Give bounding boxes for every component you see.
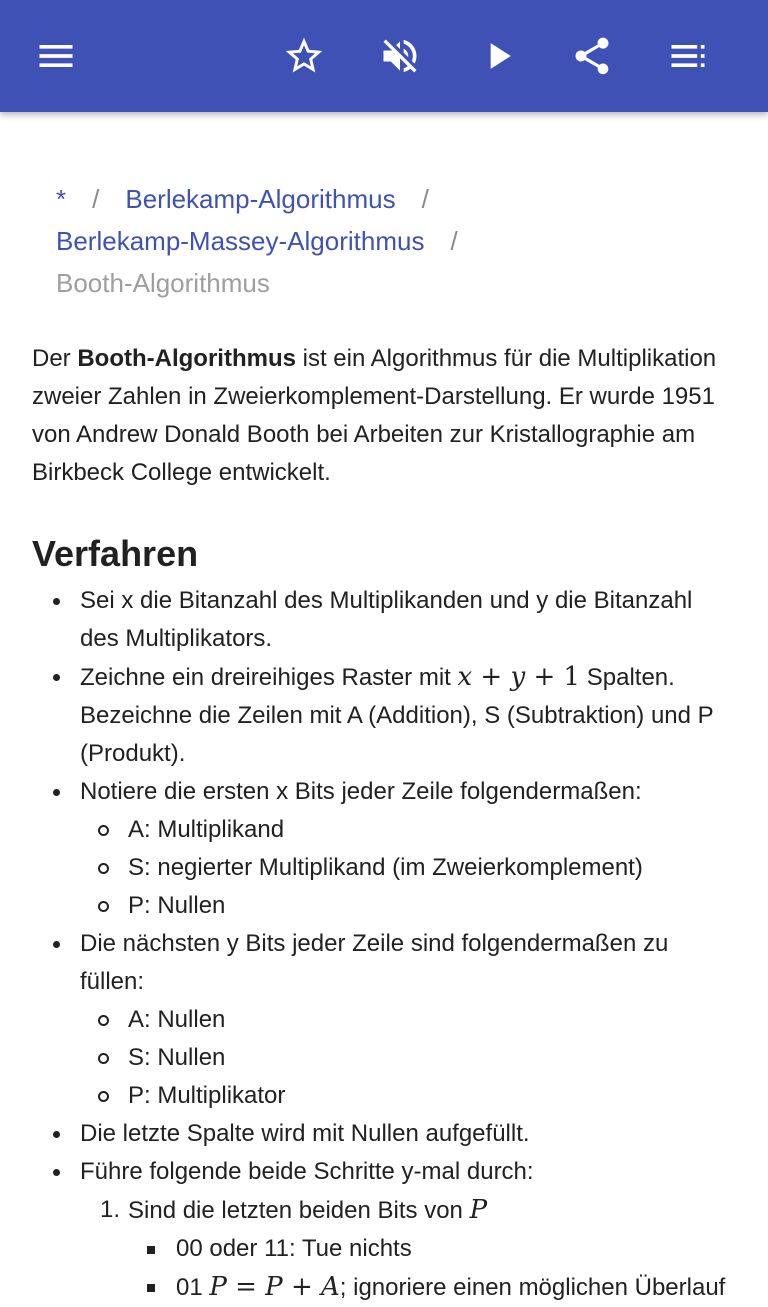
breadcrumb-link-root[interactable]: *	[56, 184, 67, 214]
list-item-text: ; ignoriere einen möglichen Überlauf	[339, 1274, 726, 1301]
play-icon	[476, 34, 520, 78]
section-heading: Verfahren	[32, 533, 199, 574]
list-item-text: Sind die letzten beiden Bits von	[128, 1197, 470, 1224]
sub-sub-list-item	[128, 1268, 732, 1307]
math-number: 1	[563, 662, 581, 692]
intro-text: ist ein Algorithmus für die Multiplikation zweier Zahlen in Zweierkomplement-Darstellung. Er wurde 1951 von Andrew Donald Booth bei Arbeiten zur Kristallographie am Birkbeck College entwickelt.	[32, 345, 717, 486]
list-number: 1.	[100, 1196, 121, 1223]
math-var-p: P	[469, 1195, 488, 1225]
list-item-text: Die nächsten y Bits jeder Zeile sind folgendermaßen zu füllen:	[80, 930, 669, 995]
math-var-x: x	[457, 662, 473, 692]
list-item-text: Führe folgende beide Schritte y-mal durch:	[80, 1158, 534, 1185]
list-item-text: Notiere die ersten x Bits jeder Zeile folgendermaßen:	[80, 778, 642, 805]
intro-paragraph	[32, 340, 744, 492]
list-item-text: 01	[176, 1274, 203, 1301]
menu-button[interactable]	[24, 24, 88, 88]
favorite-button[interactable]	[272, 24, 336, 88]
list-item	[32, 582, 732, 658]
list-item	[32, 1115, 732, 1153]
list-item-text: Spalten. Bezeichne die Zeilen mit A (Addition), S (Subtraktion) und P (Produkt).	[80, 664, 714, 767]
intro-text: Der	[32, 345, 78, 372]
list-item-text: Zeichne ein dreireihiges Raster mit	[80, 664, 458, 691]
math-operator: +	[525, 662, 564, 692]
list-item	[32, 658, 732, 773]
sub-list-item: A: Nullen	[80, 1001, 732, 1039]
breadcrumb	[56, 178, 736, 304]
breadcrumb-separator: /	[421, 184, 429, 214]
sub-sub-list-item: 00 oder 11: Tue nichts	[128, 1230, 732, 1268]
playlist-icon	[666, 34, 710, 78]
math-var-y: y	[510, 662, 526, 692]
sub-list-item: P: Nullen	[80, 887, 732, 925]
share-icon	[570, 34, 614, 78]
list-item-text: Die letzte Spalte wird mit Nullen aufgefüllt.	[80, 1120, 530, 1147]
sub-list-item: S: Nullen	[80, 1039, 732, 1077]
intro-bold-term: Booth-Algorithmus	[77, 345, 296, 372]
breadcrumb-separator: /	[92, 184, 100, 214]
breadcrumb-link-berlekamp[interactable]: Berlekamp-Algorithmus	[125, 184, 396, 214]
sub-list-item: S: negierter Multiplikand (im Zweierkomplement)	[80, 849, 732, 887]
math-operator: +	[472, 662, 511, 692]
breadcrumb-separator: /	[450, 226, 458, 256]
list-item	[32, 925, 732, 1115]
math-formula: P = P + A	[209, 1272, 340, 1302]
list-item	[32, 773, 732, 925]
star-outline-icon	[282, 34, 326, 78]
contents-button[interactable]	[656, 24, 720, 88]
sub-list-item: A: Multiplikand	[80, 811, 732, 849]
menu-icon	[34, 34, 78, 78]
math-formula	[458, 662, 581, 692]
procedure-list	[32, 582, 732, 1307]
breadcrumb-current: Booth-Algorithmus	[56, 268, 270, 298]
numbered-list-item	[80, 1191, 732, 1307]
list-item-text: Sei x die Bitanzahl des Multiplikanden und y die Bitanzahl des Multiplikators.	[80, 587, 693, 652]
breadcrumb-link-berlekamp-massey[interactable]: Berlekamp-Massey-Algorithmus	[56, 226, 425, 256]
article-content	[0, 112, 768, 1302]
list-item	[32, 1153, 732, 1307]
play-button[interactable]	[466, 24, 530, 88]
mute-button[interactable]	[368, 24, 432, 88]
app-bar	[0, 0, 768, 112]
volume-off-icon	[378, 34, 422, 78]
share-button[interactable]	[560, 24, 624, 88]
sub-list-item: P: Multiplikator	[80, 1077, 732, 1115]
